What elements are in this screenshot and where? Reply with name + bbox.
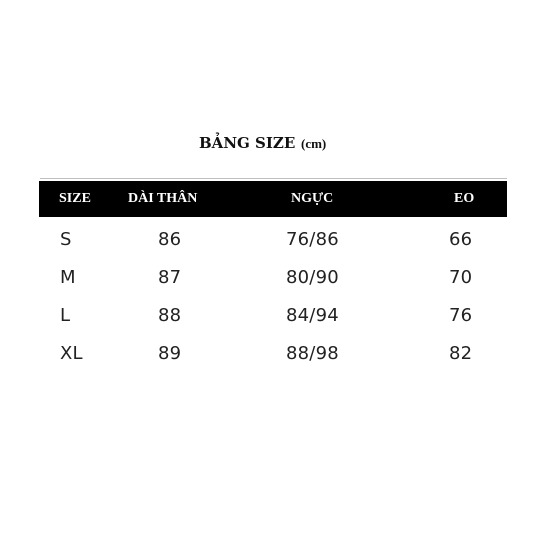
chest-cell: 88/98 [286,343,339,364]
chest-cell: 80/90 [286,267,339,288]
size-cell: S [60,229,72,250]
table-row [0,305,544,335]
size-cell: L [60,305,71,326]
divider-line [40,178,507,179]
length-cell: 88 [158,305,182,326]
title-row [0,130,544,158]
length-cell: 87 [158,267,182,288]
header-length: DÀI THÂN [128,191,198,206]
waist-cell: 66 [449,229,473,250]
length-cell: 89 [158,343,182,364]
chest-cell: 84/94 [286,305,339,326]
waist-cell: 76 [449,305,473,326]
table-row [0,267,544,297]
table-header [39,181,507,217]
header-waist: EO [454,191,475,206]
table-title: BẢNG SIZE [199,134,296,152]
chest-cell: 76/86 [286,229,339,250]
waist-cell: 82 [449,343,473,364]
length-cell: 86 [158,229,182,250]
size-cell: XL [60,343,83,364]
unit-label: (cm) [301,136,327,151]
size-cell: M [60,267,76,288]
waist-cell: 70 [449,267,473,288]
table-row [0,343,544,373]
header-size: SIZE [59,191,91,206]
header-chest: NGỰC [291,191,334,206]
table-row [0,229,544,259]
